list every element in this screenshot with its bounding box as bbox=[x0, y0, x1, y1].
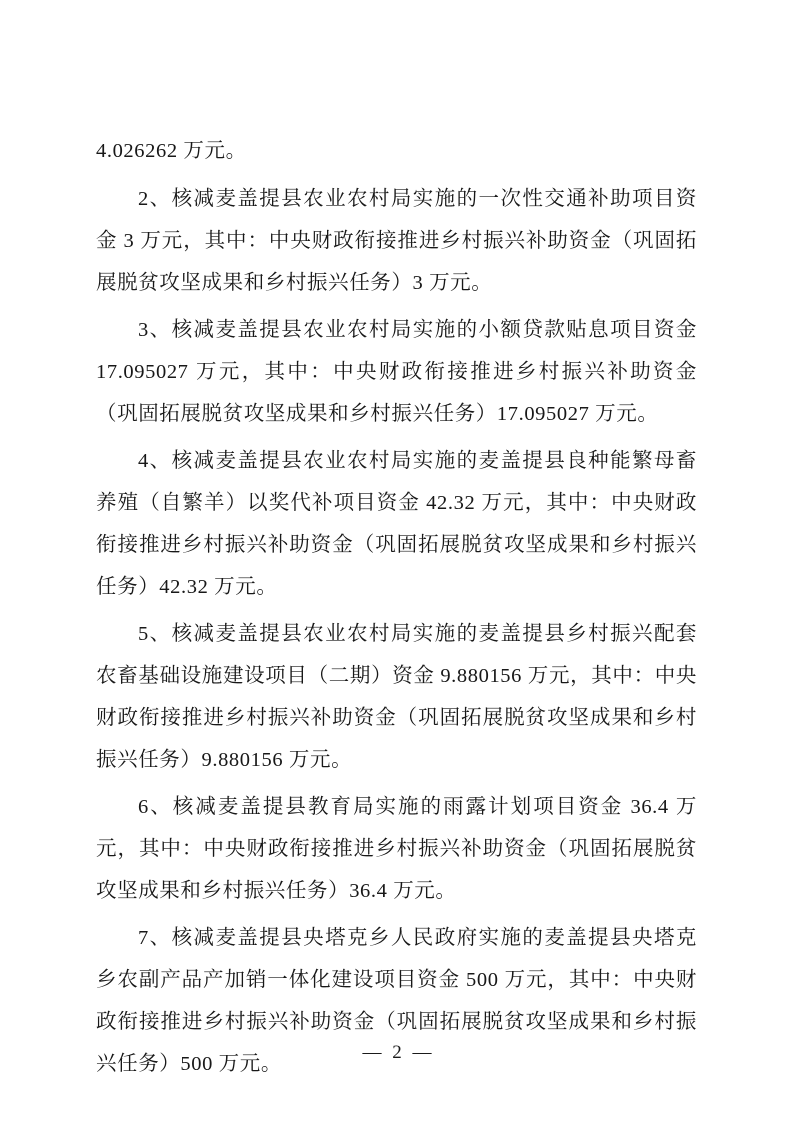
page-footer bbox=[0, 1042, 793, 1064]
page-number: — 2 — bbox=[362, 1042, 435, 1063]
paragraph-item-7: 7、核减麦盖提县央塔克乡人民政府实施的麦盖提县央塔克乡农副产品产加销一体化建设项目资金 500 万元，其中：中央财政衔接推进乡村振兴补助资金（巩固拓展脱贫攻坚成果和乡村振兴任务）500 万元。 bbox=[96, 927, 697, 1075]
paragraph-item-4: 4、核减麦盖提县农业农村局实施的麦盖提县良种能繁母畜养殖（自繁羊）以奖代补项目资金 42.32 万元，其中：中央财政衔接推进乡村振兴补助资金（巩固拓展脱贫攻坚成果和乡村振兴任务）42.32 万元。 bbox=[96, 450, 697, 598]
paragraph-continuation: 4.026262 万元。 bbox=[96, 140, 247, 162]
paragraph-item-3: 3、核减麦盖提县农业农村局实施的小额贷款贴息项目资金 17.095027 万元，其中：中央财政衔接推进乡村振兴补助资金（巩固拓展脱贫攻坚成果和乡村振兴任务）17.095027 万元。 bbox=[96, 319, 697, 425]
paragraph-item-6: 6、核减麦盖提县教育局实施的雨露计划项目资金 36.4 万元，其中：中央财政衔接推进乡村振兴补助资金（巩固拓展脱贫攻坚成果和乡村振兴任务）36.4 万元。 bbox=[96, 796, 697, 902]
document-body bbox=[96, 130, 697, 1085]
paragraph-item-5: 5、核减麦盖提县农业农村局实施的麦盖提县乡村振兴配套农畜基础设施建设项目（二期）资金 9.880156 万元，其中：中央财政衔接推进乡村振兴补助资金（巩固拓展脱贫攻坚成果和乡村振兴任务）9.880156 万元。 bbox=[96, 623, 697, 771]
paragraph-item-2: 2、核减麦盖提县农业农村局实施的一次性交通补助项目资金 3 万元，其中：中央财政衔接推进乡村振兴补助资金（巩固拓展脱贫攻坚成果和乡村振兴任务）3 万元。 bbox=[96, 188, 697, 294]
